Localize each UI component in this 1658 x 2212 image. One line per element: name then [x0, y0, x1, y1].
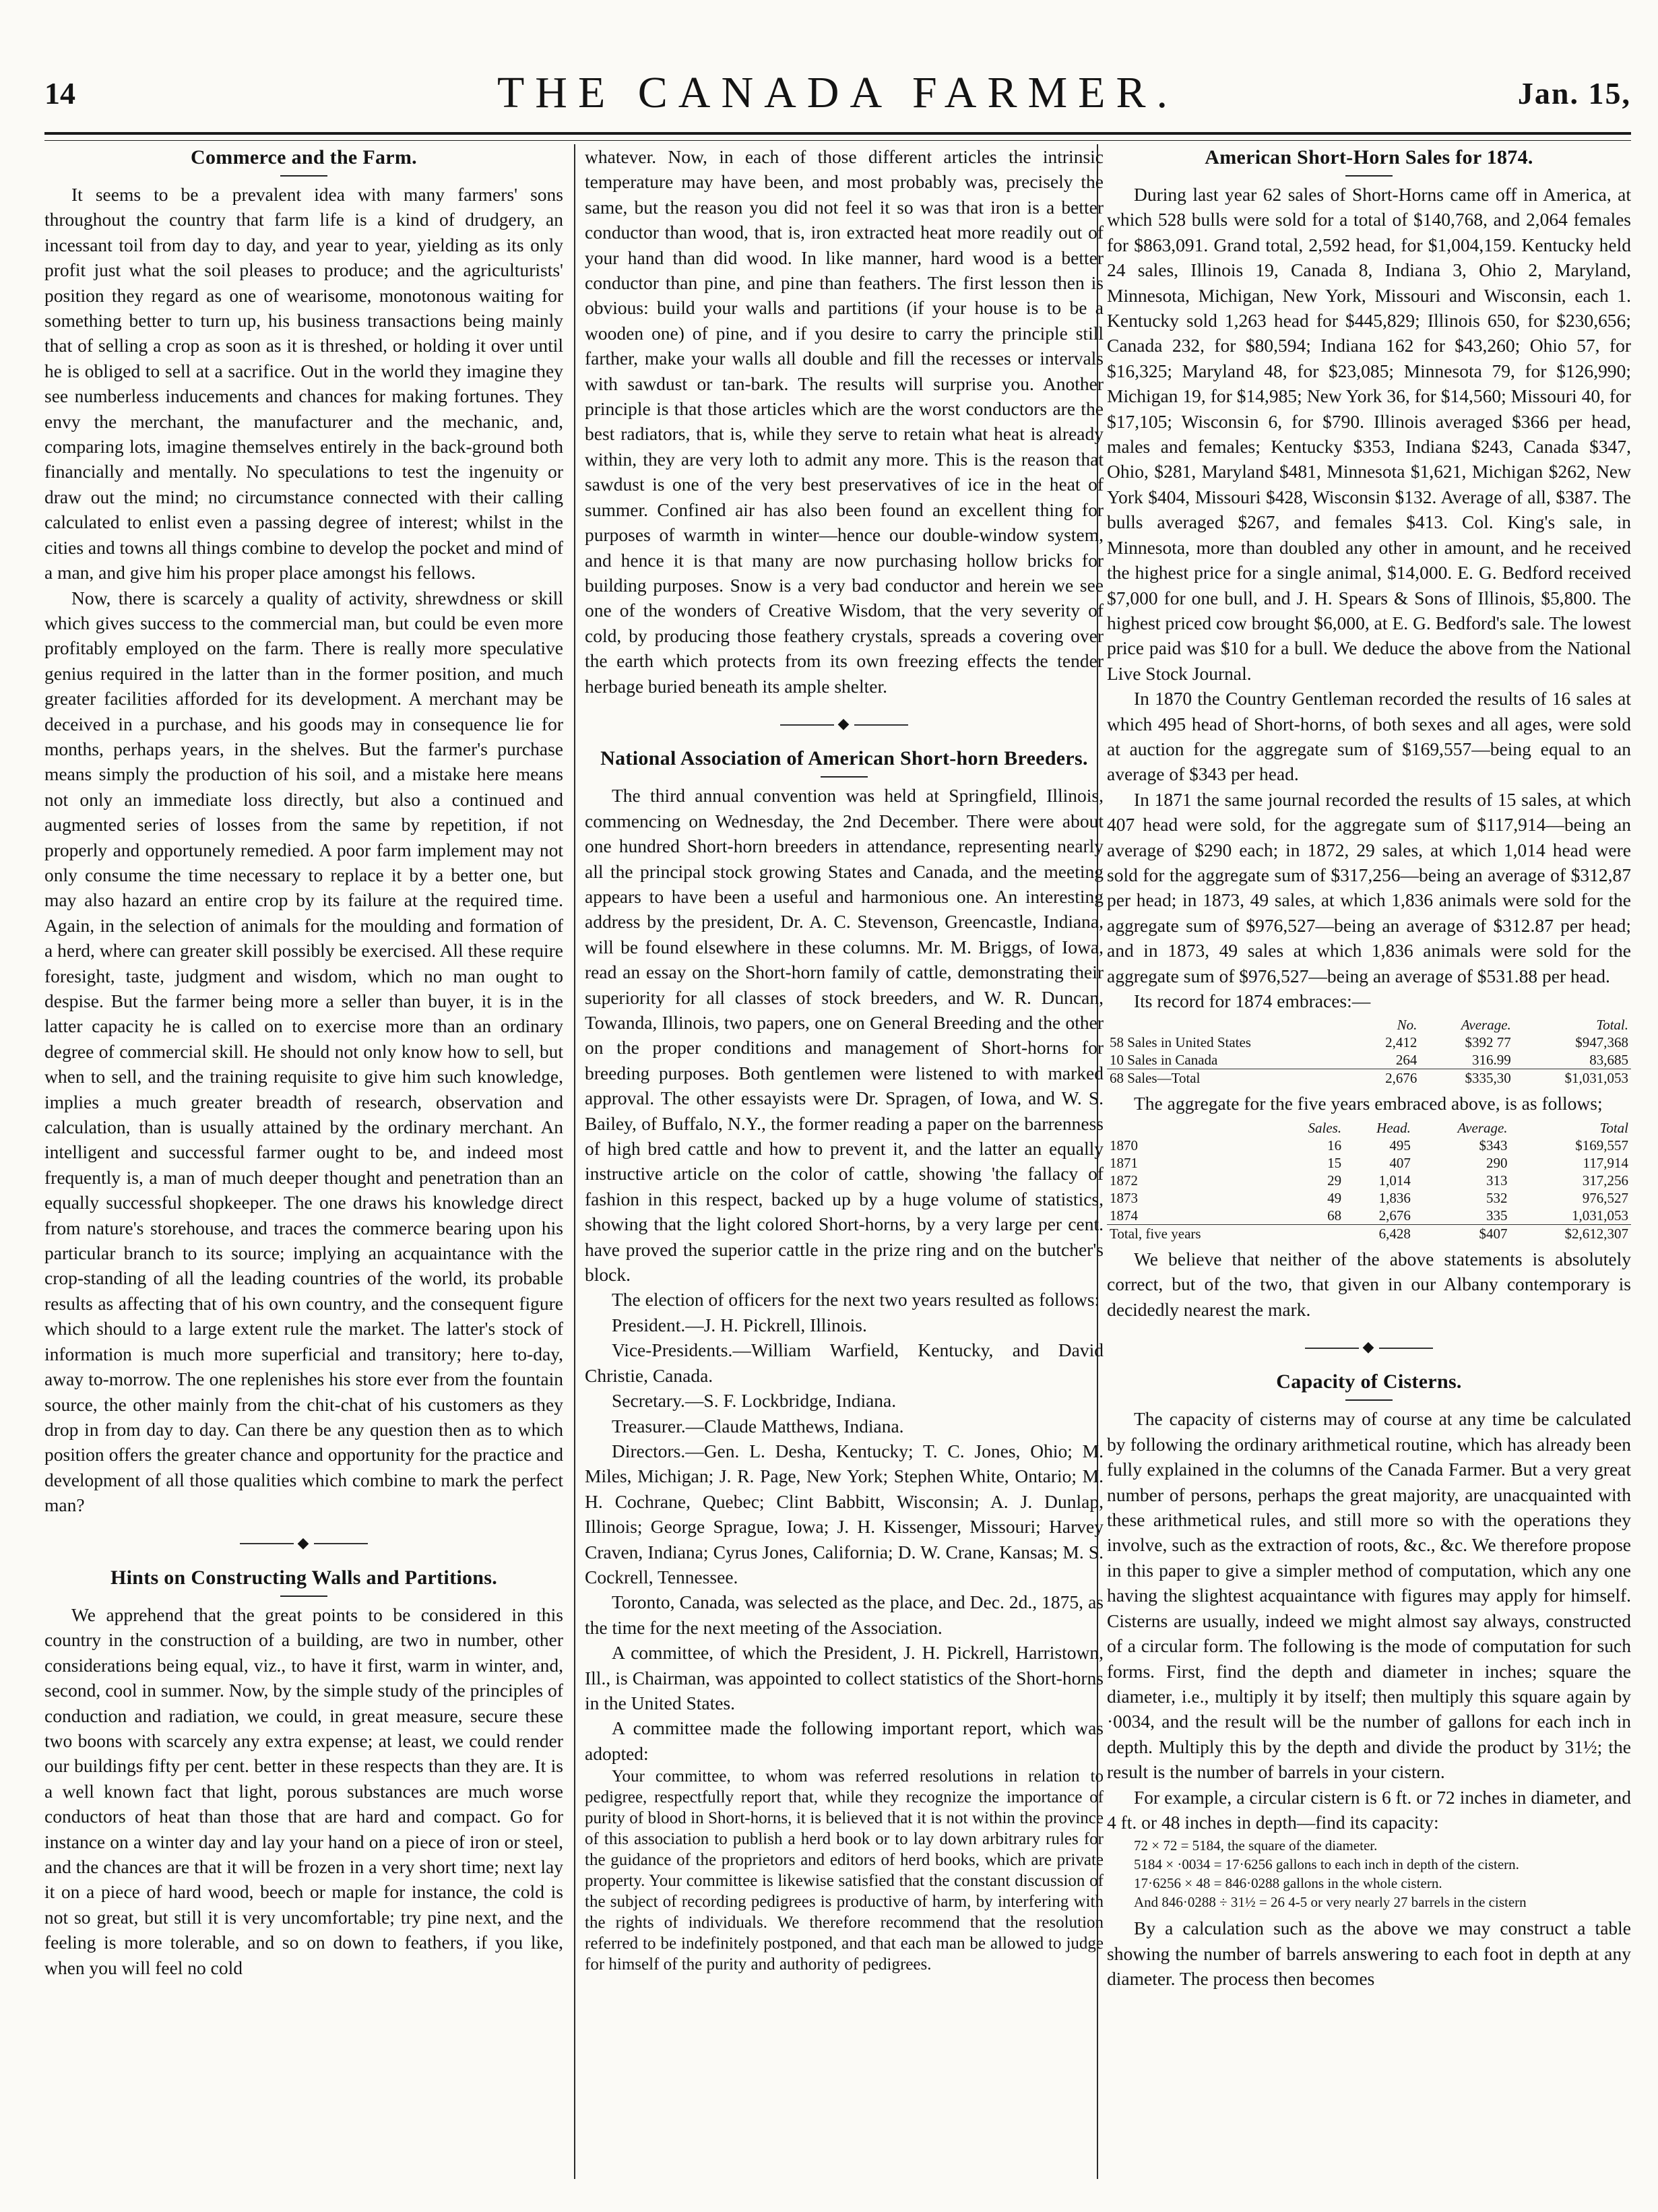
table-row	[1107, 1172, 1631, 1189]
table-cell: 10 Sales in Canada	[1110, 1052, 1218, 1069]
heading-rule	[280, 1595, 327, 1597]
heading-rule	[280, 175, 327, 177]
article-heading: Capacity of Cisterns.	[1276, 1370, 1462, 1393]
table-cell: 976,527	[1582, 1189, 1628, 1206]
table-header	[1107, 1119, 1276, 1137]
paragraph: The aggregate for the five years embraced above, is as follows;	[1134, 1093, 1603, 1114]
heading-rule	[821, 776, 868, 778]
officer-line: President.—J. H. Pickrell, Illinois.	[612, 1314, 867, 1335]
section-ornament: ◆	[44, 1530, 563, 1555]
article-shorthorn-sales	[1107, 144, 1631, 1322]
table-cell: 407	[1389, 1154, 1411, 1171]
column-divider	[574, 144, 575, 2179]
article-hints-walls-continued	[585, 144, 1104, 699]
officer-line: Vice-Presidents.—William Warfield, Kentucky, and David Christie, Canada.	[585, 1339, 1104, 1386]
issue-date: Jan. 15,	[1517, 76, 1631, 110]
section-ornament: ◆	[1107, 1334, 1631, 1359]
table-row	[1107, 1137, 1631, 1154]
committee-report: Your committee, to whom was referred resolutions in relation to pedigree, respectfully report that, while they recognize the importance of purity of blood in Short-horns, it is believed that it is not within the province of this association to publish a herd book or to lay down arbitrary rules for the guidance of the proprietors and editors of herd books, which are private property. Your committee is likewise satisfied that the constant discussion of the subject of recording pedigrees is productive of harm, by interfering with the rights of individuals. We therefore recommend that the resolution referred to be indefinitely postponed, and that each man be allowed to judge for himself of the purity and authority of pedigrees.	[585, 1767, 1104, 1974]
paragraph: Now, there is scarcely a quality of activity, shrewdness or skill which gives success to the commercial man, but could be even more profitably employed on the farm. There is really more speculative genius required in the latter than in the former position, and much greater facilities afforded for its development. A merchant may be deceived in a purchase, and his goods may in consequence lie for months, perhaps years, in the shelves. But the farmer's purchase means simply the production of his soil, and a mistake here means not only an immediate loss directly, but also a continued and augmented series of losses from the same by repetition, if not properly and opportunely remedied. A poor farm implement may not only consume the time necessary to replace it by a better one, but may also hazard an entire crop by its failure at the required time. Again, in the selection of animals for the moulding and formation of a herd, where can greater skill possibly be exercised. All these require foresight, taste, judgment and wisdom, which no man ought to despise. But the farmer being more a seller than buyer, it is in the latter capacity he is called on to exercise more than an ordinary degree of commercial skill. He should not only know how to sell, but when to sell, and the training requisite to give him such knowledge, implies a much greater breadth of research, observation and calculation, than is usually attained by the ordinary merchant. An intelligent and successful farmer ought to be, and indeed most frequently is, a man of much deeper thought and penetration than an equally successful shopkeeper. The one draws his knowledge direct from nature's storehouse, and traces the commerce bearing upon his particular branch to its source; implying an acquaintance with the crop-standing of all the leading countries of the world, its probable results as affecting that of his own country, and the consequent figure which should to a large extent rule the market. The latter's stock of information is much more superficial and transitory; here to-day, away to-morrow. The one replenishes his store ever from the fountain source, the other mainly from the chit-chat of his customers as they drop in from day to day. Can there be any question then as to which position offers the greater chance and opportunity for the practice and development of all those qualities which combine to mark the perfect man?	[44, 587, 563, 1516]
table-cell: 2,676	[1356, 1069, 1420, 1087]
table-cell: 16	[1327, 1137, 1342, 1154]
calculation-line: 72 × 72 = 5184, the square of the diameter.	[1134, 1837, 1378, 1854]
table-cell: 117,914	[1583, 1154, 1628, 1171]
article-national-association	[585, 745, 1104, 1975]
table-total-row	[1107, 1069, 1631, 1087]
table-cell: 264	[1395, 1052, 1417, 1069]
table-cell: $947,368	[1575, 1034, 1628, 1051]
table-row	[1107, 1051, 1631, 1069]
table-cell	[1276, 1224, 1344, 1242]
paragraph: A committee, of which the President, J. H. Pickrell, Harristown, Ill., is Chairman, was appointed to collect statistics of the Short-horns in the United States.	[585, 1642, 1104, 1713]
heading-rule	[1345, 175, 1393, 177]
calculation-line: And 846·0288 ÷ 31½ = 26 4-5 or very nearly 27 barrels in the cistern	[1134, 1894, 1527, 1911]
paragraph: Toronto, Canada, was selected as the place, and Dec. 2d., 1875, as the time for the next meeting of the Association.	[585, 1591, 1104, 1638]
table-cell: 1870	[1110, 1137, 1138, 1154]
paragraph: For example, a circular cistern is 6 ft. or 72 inches in diameter, and 4 ft. or 48 inches in depth—find its capacity:	[1107, 1786, 1631, 1833]
officer-line: Treasurer.—Claude Matthews, Indiana.	[612, 1415, 904, 1436]
sales-1874-table	[1107, 1016, 1631, 1087]
section-ornament: ◆	[585, 711, 1104, 736]
table-cell: 532	[1486, 1189, 1508, 1206]
table-cell: 83,685	[1589, 1052, 1628, 1069]
table-cell: 317,256	[1582, 1172, 1628, 1189]
table-cell: $169,557	[1575, 1137, 1628, 1154]
table-total-row	[1107, 1224, 1631, 1242]
table-cell: 495	[1389, 1137, 1411, 1154]
table-cell: 1871	[1110, 1154, 1138, 1171]
table-cell: 68 Sales—Total	[1107, 1069, 1356, 1087]
table-header: Head.	[1376, 1119, 1411, 1136]
five-year-table	[1107, 1119, 1631, 1242]
column-3	[1107, 144, 1631, 2186]
table-cell: 1,014	[1378, 1172, 1411, 1189]
paragraph: We believe that neither of the above statements is absolutely correct, but of the two, that given in our Albany contemporary is decidedly nearest the mark.	[1107, 1248, 1631, 1320]
table-cell: 1873	[1110, 1189, 1138, 1206]
page-number: 14	[44, 76, 75, 110]
table-row	[1107, 1034, 1631, 1051]
paragraph: The election of officers for the next two years resulted as follows:	[612, 1289, 1100, 1310]
paragraph: whatever. Now, in each of those different articles the intrinsic temperature may have been, and most probably was, precisely the same, but the reason you did not feel it so was that iron is a better conductor than wood, that is, iron extracted heat more readily out of your hand than did wood. In like manner, hard wood is a better conductor than pine, and pine than feathers. The first lesson then is obvious: build your walls and partitions (if your house is to be a wooden one) of pine, and if you desire to carry the principle still farther, make your walls all double and fill the recesses or intervals with sawdust or tan-bark. The results will surprise you. Another principle is that those articles which are the worst conductors are the best radiators, that is, while they serve to retain what heat is already within, they are very loth to admit any more. This is the reason that sawdust is one of the very best preservatives of ice in the heat of summer. Confined air has also been found an excellent thing for purposes of warmth in winter—hence our double-window system, and hence it is that many are now purchasing hollow bricks for building purposes. Snow is a very bad conductor and herein we see one of the wonders of Creative Wisdom, that the very severity of cold, by producing those feathery crystals, spreads a covering over the earth which protects from its own freezing effects the tender herbage buried beneath its ample shelter.	[585, 146, 1104, 697]
table-cell: $335,30	[1420, 1069, 1513, 1087]
table-cell: 290	[1486, 1154, 1508, 1171]
table-cell: 1874	[1110, 1207, 1138, 1224]
officer-line: Directors.—Gen. L. Desha, Kentucky; T. C. Jones, Ohio; M. Miles, Michigan; J. R. Page, New York; Stephen White, Ontario; M. H. Cochrane, Quebec; Clint Babbitt, Wisconsin; A. J. Dunlap, Illinois; George Sprague, Iowa; J. H. Kissenger, Missouri; Harvey Craven, Indiana; Cyrus Jones, California; D. W. Crane, Kansas; M. S. Cockrell, Tennessee.	[585, 1440, 1104, 1587]
paragraph: The capacity of cisterns may of course at any time be calculated by following the ordinary arithmetical routine, which has already been fully explained in the columns of the Canada Farmer. But a very great number of persons, perhaps the great majority, are unacquainted with these arithmetical rules, and still more so with the operations they involve, such as the extraction of roots, &c., &c. We therefore propose in this paper to give a simpler method of computation, which any one having the slightest acquaintance with figures may apply for himself. Cisterns are usually, indeed we might almost say always, constructed of a circular form. The following is the mode of computation for such forms. First, find the depth and diameter in inches; square the diameter, i.e., multiply it by itself; then multiply this square again by ·0034, and the result will be the number of gallons for each inch in depth. Multiply this by the depth and divide the product by 31½; the result is the number of barrels in your cistern.	[1107, 1408, 1631, 1783]
column-1	[44, 144, 563, 2186]
paragraph: The third annual convention was held at Springfield, Illinois, commencing on Wednesday, the 2nd December. There were about one hundred Short-horn breeders in attendance, representing nearly all the principal stock growing States and Canada, and the meeting appears to have been a useful and harmonious one. An interesting address by the president, Dr. A. C. Stevenson, Greencastle, Indiana, will be found elsewhere in these columns. Mr. M. Briggs, of Iowa, read an essay on the Short-horn family of cattle, demonstrating their superiority for all classes of stock breeders, and W. R. Duncan, Towanda, Illinois, two papers, one on General Breeding and the other on the proper conditions and management of Short-horns for breeding purposes. Both gentlemen were listened to with marked approval. The other essayists were Dr. Spragen, of Iowa, and W. S. Bailey, of Buffalo, N.Y., the former reading a paper on the barrenness of high bred cattle and how to prevent it, and the latter an equally instructive article on the color of cattle, showing 'the fallacy of fashion in this respect, backed up by a huge volume of statistics, showing that the light colored Short-horns, by a very large per cent. have proved the superior cattle in the prize ring and on the butcher's block.	[585, 785, 1104, 1286]
table-header: Total.	[1596, 1017, 1628, 1034]
table-cell: 68	[1327, 1207, 1342, 1224]
masthead	[44, 67, 1631, 127]
table-cell: $392 77	[1465, 1034, 1511, 1051]
article-capacity-of-cisterns	[1107, 1368, 1631, 1991]
article-commerce-and-farm	[44, 144, 563, 1518]
table-row	[1107, 1189, 1631, 1207]
column-2	[585, 144, 1104, 2186]
article-heading: Commerce and the Farm.	[191, 146, 417, 168]
article-heading: American Short-Horn Sales for 1874.	[1205, 146, 1533, 168]
paragraph: By a calculation such as the above we may construct a table showing the number of barrels answering to each foot in depth at any diameter. The process then becomes	[1107, 1918, 1631, 1990]
table-header: Sales.	[1308, 1119, 1342, 1136]
newspaper-title: THE CANADA FARMER.	[497, 68, 1178, 117]
paragraph: A committee made the following important report, which was adopted:	[585, 1717, 1104, 1764]
table-cell: Total, five years	[1107, 1224, 1276, 1242]
table-header: No.	[1397, 1017, 1417, 1034]
paragraph: In 1870 the Country Gentleman recorded the results of 16 sales at which 495 head of Short-horns, of both sexes and all ages, were sold at auction for the aggregate sum of $169,557—being equal to an average of $343 per head.	[1107, 688, 1631, 785]
table-header: Total	[1599, 1119, 1628, 1136]
article-heading: Hints on Constructing Walls and Partitions.	[110, 1566, 498, 1589]
table-cell: 49	[1327, 1189, 1342, 1206]
table-row	[1107, 1207, 1631, 1225]
officer-line: Secretary.—S. F. Lockbridge, Indiana.	[612, 1390, 897, 1412]
table-header: Average.	[1461, 1017, 1511, 1034]
table-cell: 313	[1486, 1172, 1508, 1189]
paragraph: During last year 62 sales of Short-Horns came off in America, at which 528 bulls were sold for a total of $140,768, and 2,064 females for $863,091. Grand total, 2,592 head, for $1,004,159. Kentucky held 24 sales, Illinois 19, Canada 8, Indiana 3, Ohio 2, Maryland, Minnesota, Michigan, New York, Missouri and Wisconsin, each 1. Kentucky sold 1,263 head for $445,829; Illinois 650, for $230,656; Canada 232, for $80,594; Indiana 162 for $43,260; Ohio 57, for $16,325; Maryland 48, for $23,085; Minnesota 79, for $126,990; Michigan 19, for $14,985; New York 36, for $14,560; Missouri 40, for $17,105; Wisconsin 6, for $790. Illinois averaged $366 per head, males and females; Kentucky $353, Indiana $243, Canada $347, Ohio, $281, Maryland $481, Minnesota $1,621, Michigan $262, New York $404, Missouri $428, Wisconsin $132. Average of all, $387. The bulls averaged $267, and females $413. Col. King's sale, in Minnesota, more than doubled any other in amount, and he received the highest price for a single animal, $14,000. E. G. Bedford received $7,000 for one bull, and J. H. Spears & Sons of Illinois, $5,800. The highest priced cow brought $6,000, at E. G. Bedford's sale. The lowest price paid was $10 for a bull. We deduce the above from the National Live Stock Journal.	[1107, 184, 1631, 684]
article-heading: National Association of American Short-horn Breeders.	[600, 747, 1088, 770]
table-cell: 29	[1327, 1172, 1342, 1189]
table-cell: $407	[1413, 1224, 1510, 1242]
calculation-block	[1107, 1836, 1631, 1911]
table-cell: 15	[1327, 1154, 1342, 1171]
table-cell: $343	[1479, 1137, 1508, 1154]
table-cell: $2,612,307	[1510, 1224, 1631, 1242]
table-header: Average.	[1457, 1119, 1508, 1136]
table-header	[1107, 1016, 1356, 1034]
table-cell: 316.99	[1472, 1052, 1511, 1069]
table-cell: 58 Sales in United States	[1110, 1034, 1251, 1051]
calculation-line: 17·6256 × 48 = 846·0288 gallons in the whole cistern.	[1134, 1875, 1442, 1892]
table-cell: 1,836	[1378, 1189, 1411, 1206]
paragraph: It seems to be a prevalent idea with many farmers' sons throughout the country that farm life is a kind of drudgery, an incessant toil from day to day, and year to year, yielding as its only profit just what the soil pleases to produce; and the agriculturists' position they regard as one of wearisome, monotonous waiting for something better to turn up, his business transactions being mainly that of selling a crop as soon as it is threshed, or holding it over until he is obliged to sell at a sacrifice. Out in the world they imagine they see numberless inducements and chances for making fortunes. They envy the merchant, the manufacturer and the mechanic, and, comparing lots, imagine themselves entirely in the back-ground both financially and mentally. No speculations to test the ingenuity or draw out the mind; no circumstance connected with their calling calculated to enlist even a passing degree of interest; whilst in the cities and towns all things combine to develop the pocket and mind of a man, and give him his proper place amongst his fellows.	[44, 184, 563, 583]
paragraph: In 1871 the same journal recorded the results of 15 sales, at which 407 head were sold, for the aggregate sum of $117,914—being an average of $290 each; in 1872, 29 sales, at which 1,014 head were sold for the aggregate sum of $317,256—being an average of $312,87 per head; in 1873, 49 sales, at which 1,836 animals were sold for the aggregate sum of $976,527—being an average of $312.87 per head; and in 1873, 49 sales at which 1,836 animals were sold for the aggregate sum of $976,527—being an average of $531.88 per head.	[1107, 788, 1631, 986]
table-cell: 1872	[1110, 1172, 1138, 1189]
heading-rule	[1345, 1399, 1393, 1401]
article-hints-walls	[44, 1565, 563, 1980]
table-cell: 6,428	[1344, 1224, 1413, 1242]
table-row	[1107, 1154, 1631, 1172]
table-cell: 2,676	[1378, 1207, 1411, 1224]
calculation-line: 5184 × ·0034 = 17·6256 gallons to each inch in depth of the cistern.	[1134, 1856, 1519, 1873]
table-cell: 1,031,053	[1572, 1207, 1628, 1224]
masthead-rule	[44, 132, 1631, 141]
table-cell: $1,031,053	[1514, 1069, 1631, 1087]
table-cell: 2,412	[1385, 1034, 1417, 1051]
table-cell: 335	[1486, 1207, 1508, 1224]
paragraph: We apprehend that the great points to be considered in this country in the construction of a building, are two in number, other considerations being equal, viz., to have it first, warm in winter, and, second, cool in summer. Now, by the simple study of the principles of conduction and radiation, we could, in great measure, secure these two boons with scarcely any extra expense; at least, we could render our buildings fifty per cent. better in these respects than they are. It is a well known fact that light, porous substances are much worse conductors of heat than those that are hard and compact. Go for instance on a winter day and lay your hand on a piece of iron or steel, and the chances are that it will be frozen in a very short time; next lay it on a piece of hard wood, beech or maple for instance, the cold is not so great, but still it is very uncomfortable; try pine next, and the feeling is more tolerable, and so on down to feathers, if you like, when you will feel no cold	[44, 1604, 563, 1978]
paragraph: Its record for 1874 embraces:—	[1134, 990, 1371, 1011]
